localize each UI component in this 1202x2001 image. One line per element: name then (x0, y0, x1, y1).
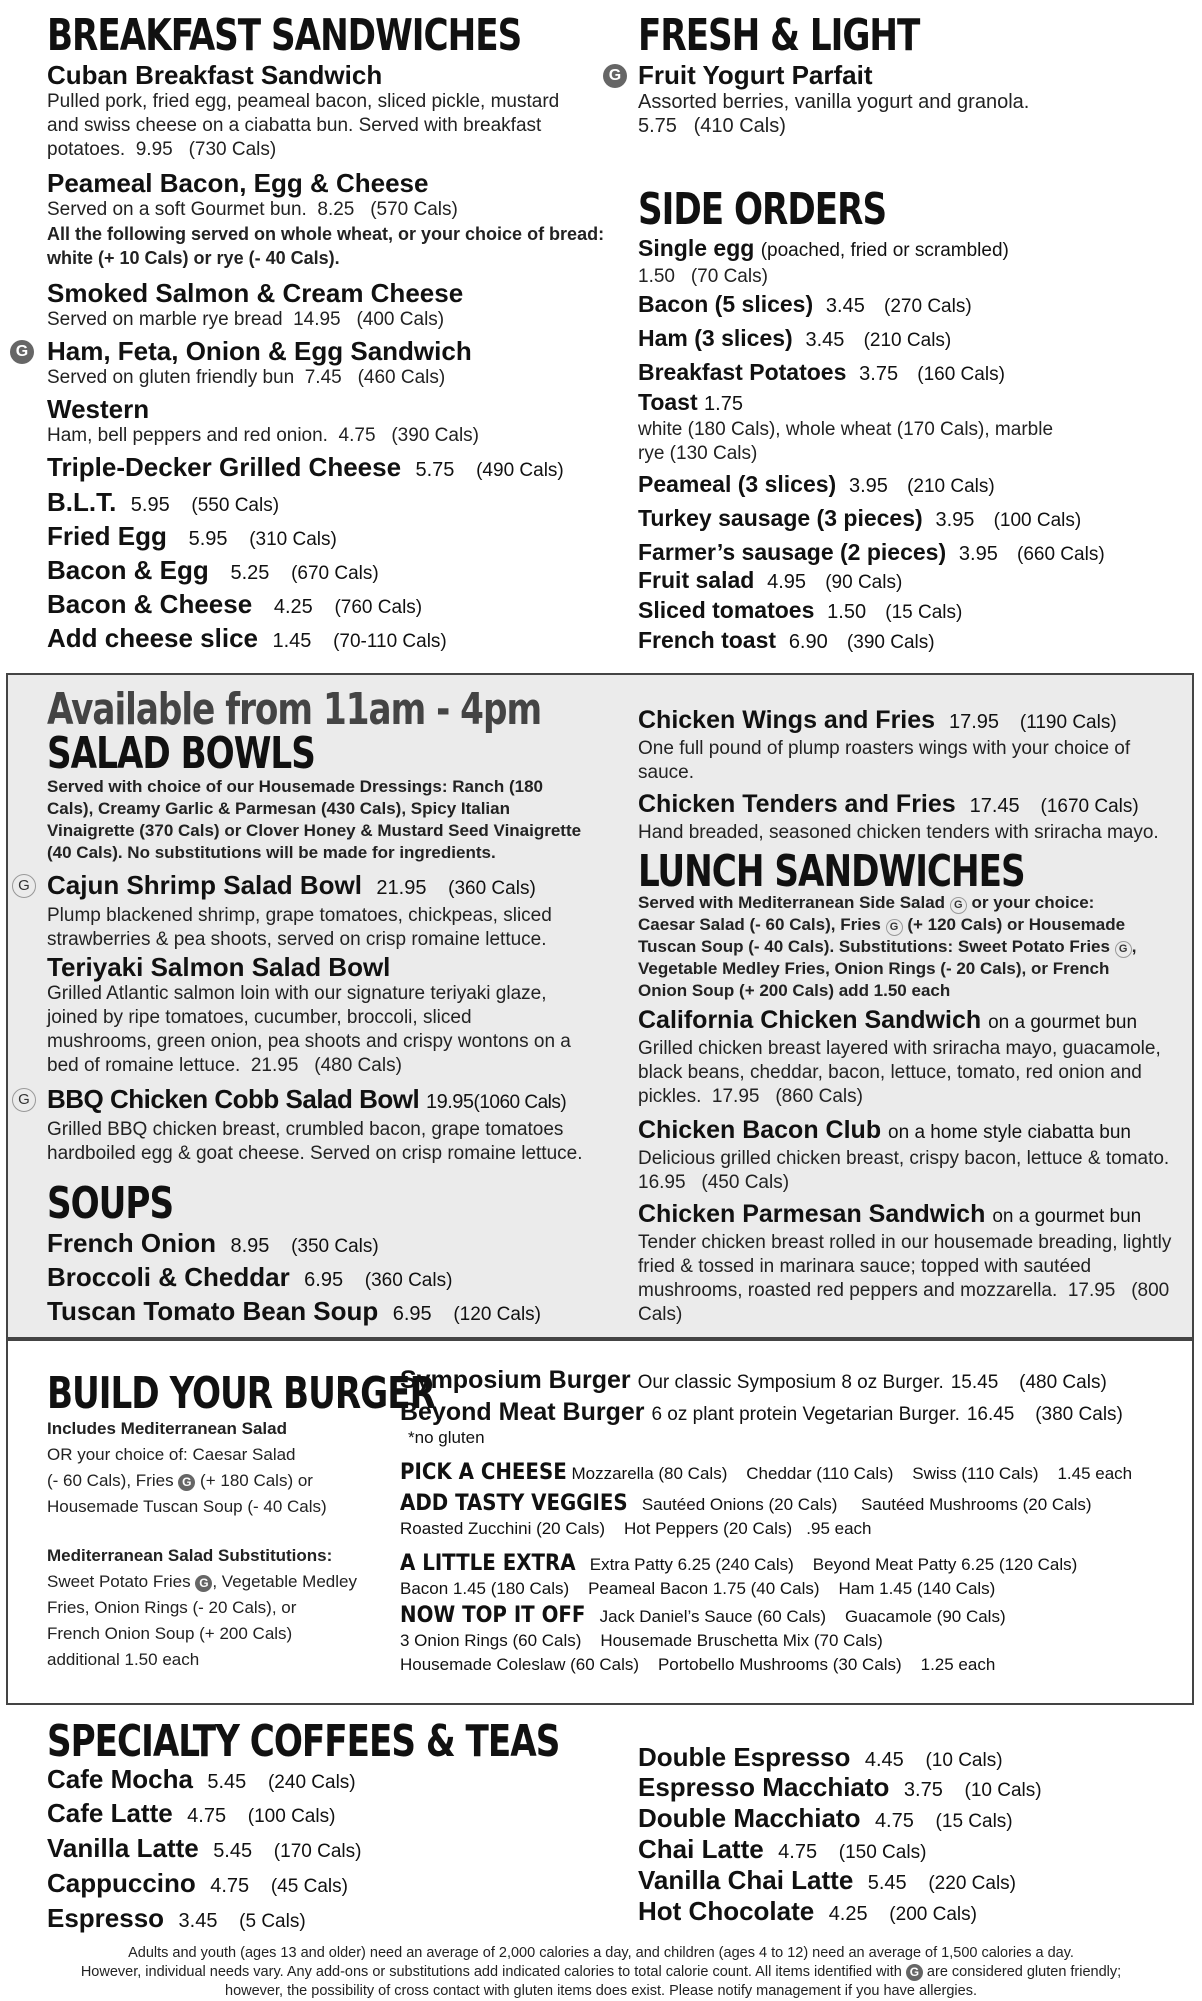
item-name: Fruit Yogurt Parfait (638, 60, 873, 90)
gluten-friendly-icon: G (1115, 941, 1132, 958)
item-price: 5.75 (638, 115, 677, 137)
breakfast-item (47, 452, 564, 486)
item-cals: (310 Cals) (249, 529, 337, 550)
breakfast-item (47, 555, 379, 589)
choice-text: Housemade Tuscan Soup (- 40 Cals) (47, 1497, 327, 1516)
item-desc: Grilled chicken breast layered with sriracha mayo, guacamole, black beans, cheddar, bacon, lettuce, tomato, red onion and pickles. (638, 1038, 1161, 1107)
choice-text: (- 60 Cals), Fries (47, 1471, 174, 1490)
item-cals: (100 Cals) (247, 1806, 336, 1827)
item-cals: (360 Cals) (448, 878, 536, 899)
note-text: Tuscan Soup (- 40 Cals). Substitutions: Sweet Potato Fries (638, 937, 1110, 956)
item-cals: (15 Cals) (885, 602, 963, 623)
coffee-item (638, 1865, 1016, 1899)
subs-text: additional 1.50 each (47, 1650, 200, 1669)
item-price: 4.75 (187, 1805, 227, 1827)
item-cals: (660 Cals) (1017, 544, 1105, 565)
item-cals: (160 Cals) (917, 364, 1005, 385)
breakfast-item (47, 521, 337, 555)
item-name: Cappuccino (47, 1868, 196, 1898)
mod-text: Sautéed Mushrooms (20 Cals) (861, 1495, 1092, 1514)
item-desc: One full pound of plump roasters wings with your choice of sauce. (638, 738, 1131, 783)
soup-item (47, 1296, 541, 1330)
item-cals: (400 Cals) (356, 309, 445, 330)
item-price: 5.75 (415, 459, 455, 481)
note-text: (+ 120 Cals) or Housemade (907, 915, 1126, 934)
burger-item (400, 1398, 1123, 1429)
item-cals: (200 Cals) (889, 1904, 977, 1925)
availability-title: Available from 11am - 4pm (47, 683, 542, 735)
item-name: Hot Chocolate (638, 1896, 815, 1926)
extra-row (400, 1552, 1077, 1601)
footer-line: Adults and youth (ages 13 and older) need an average of 2,000 calories a day, and children (ages 4 to 12) need an average of 1,500 calories a day. (128, 1945, 1074, 1961)
coffee-item (47, 1764, 356, 1798)
item-cals: (860 Cals) (775, 1086, 863, 1107)
item-price: 19.95 (425, 1091, 474, 1113)
item-desc: Served on marble rye bread (47, 309, 283, 330)
item-price: 9.95 (135, 139, 173, 160)
footer-disclaimer (0, 1944, 1202, 2001)
cheese-row (400, 1462, 1132, 1484)
item-cals: (450 Cals) (701, 1172, 790, 1193)
side-item (638, 626, 935, 657)
breakfast-title: BREAKFAST SANDWICHES (47, 9, 522, 61)
topping-row (400, 1604, 1006, 1677)
item-cals: (480 Cals) (1019, 1372, 1107, 1393)
item-cals: (490 Cals) (476, 460, 564, 481)
item-price: 21.95 (250, 1055, 299, 1076)
subs-text: French Onion Soup (+ 200 Cals) (47, 1624, 293, 1643)
item-suffix: on a gourmet bun (992, 1206, 1142, 1227)
note-text: or your choice: (971, 893, 1095, 912)
lunch-sandwich (638, 1116, 1188, 1195)
item-price: 3.75 (903, 1779, 943, 1801)
item-price: 17.95 (948, 711, 1000, 733)
no-gluten-note: *no gluten (408, 1428, 485, 1447)
item-cals: (1190 Cals) (1019, 712, 1117, 733)
note-text: Served with Mediterranean Side Salad (638, 893, 946, 912)
item-name: Beyond Meat Burger (400, 1398, 645, 1426)
veggies-row (400, 1492, 1092, 1541)
item-desc: Served on a soft Gourmet bun. (47, 199, 307, 220)
side-item (638, 324, 951, 355)
item-name: French toast (638, 627, 777, 653)
item-price: 3.45 (805, 329, 845, 351)
lunch-sandwich (638, 1200, 1188, 1327)
breakfast-item (47, 394, 607, 448)
burger-title: BUILD YOUR BURGER (47, 1367, 435, 1419)
side-item (638, 358, 1005, 389)
item-cals: (350 Cals) (291, 1236, 379, 1257)
sides-title: SIDE ORDERS (638, 183, 887, 235)
item-name: Add cheese slice (47, 623, 258, 653)
subs-text: Sweet Potato Fries (47, 1572, 191, 1591)
item-name: BBQ Chicken Cobb Salad Bowl (47, 1084, 420, 1114)
item-extra: (poached, fried or scrambled) (760, 240, 1009, 261)
salad-item (47, 1084, 587, 1166)
item-cals: (390 Cals) (391, 425, 480, 446)
item-cals: (70-110 Cals) (333, 631, 447, 652)
item-name: Breakfast Potatoes (638, 359, 847, 385)
lunch-sandwich (638, 1006, 1188, 1109)
item-name: Bacon (5 slices) (638, 291, 814, 317)
item-desc: Ham, bell peppers and red onion. (47, 425, 328, 446)
item-desc: 6 oz plant protein Vegetarian Burger. (651, 1404, 960, 1425)
item-desc: white (180 Cals), whole wheat (170 Cals), marble rye (130 Cals) (638, 419, 1054, 464)
item-desc: Plump blackened shrimp, grape tomatoes, chickpeas, sliced strawberries & pea shoots, served on crisp romaine lettuce. (47, 905, 552, 950)
item-name: Bacon & Cheese (47, 589, 253, 619)
item-desc: Pulled pork, fried egg, peameal bacon, sliced pickle, mustard and swiss cheese on a ciabatta bun. Served with breakfast potatoes. (47, 91, 560, 160)
salad-note: Served with choice of our Housemade Dressings: Ranch (180 Cals), Creamy Garlic & Parmesan (430 Cals), Spicy Italian Vinaigrette (370 Cals) or Clover Honey & Mustard Seed Vinaigrette (40 Cals). No substitutions will be made for ingredients. (47, 777, 582, 862)
mod-text: Swiss (110 Cals) (912, 1464, 1039, 1483)
item-price: 21.95 (376, 877, 427, 899)
item-cals: (10 Cals) (925, 1750, 1003, 1771)
note-text: Caesar Salad (- 60 Cals), Fries (638, 915, 881, 934)
item-name: Cafe Mocha (47, 1764, 193, 1794)
choice-text: OR your choice of: Caesar Salad (47, 1445, 296, 1464)
mod-text: Bacon 1.45 (180 Cals) (400, 1579, 570, 1598)
item-name: Chicken Bacon Club (638, 1116, 882, 1144)
salad-item (47, 870, 587, 952)
breakfast-item (47, 487, 279, 521)
item-cals: (270 Cals) (884, 296, 972, 317)
item-name: Smoked Salmon & Cream Cheese (47, 278, 464, 308)
item-name: Chicken Wings and Fries (638, 706, 936, 734)
mod-text: Portobello Mushrooms (30 Cals) (657, 1655, 902, 1674)
item-cals: (360 Cals) (364, 1270, 453, 1291)
side-item (638, 566, 902, 597)
subs-title: Mediterranean Salad Substitutions: (47, 1546, 333, 1565)
breakfast-item (47, 278, 607, 332)
fresh-title: FRESH & LIGHT (638, 9, 920, 61)
mod-text: Mozzarella (80 Cals) (571, 1464, 728, 1483)
item-price: 4.75 (210, 1875, 250, 1897)
item-price: 5.95 (130, 494, 170, 516)
mod-text: Beyond Meat Patty 6.25 (120 Cals) (812, 1555, 1078, 1574)
subs-text: Fries, Onion Rings (- 20 Cals), or (47, 1598, 297, 1617)
item-price: 16.95 (638, 1172, 686, 1193)
item-suffix: on a gourmet bun (988, 1012, 1138, 1033)
item-price: 3.95 (958, 543, 998, 565)
item-cals: (1670 Cals) (1040, 796, 1139, 817)
item-name: Cuban Breakfast Sandwich (47, 60, 383, 90)
item-name: Toast (638, 389, 698, 415)
item-price: 4.75 (874, 1810, 914, 1832)
item-name: Single egg (638, 235, 755, 261)
note-text: Onion Soup (+ 200 Cals) add 1.50 each (638, 981, 951, 1000)
item-price: 6.95 (392, 1303, 432, 1325)
item-price: 5.45 (207, 1771, 247, 1793)
item-cals: (45 Cals) (270, 1876, 348, 1897)
mod-title: NOW TOP IT OFF (400, 1603, 586, 1628)
item-name: Farmer’s sausage (2 pieces) (638, 539, 947, 565)
item-desc: Served on gluten friendly bun (47, 367, 295, 388)
item-price: 5.45 (867, 1872, 907, 1894)
mod-title: ADD TASTY VEGGIES (400, 1491, 628, 1516)
item-price: 7.45 (304, 367, 342, 388)
item-cals: (220 Cals) (928, 1873, 1017, 1894)
item-cals: (550 Cals) (191, 495, 280, 516)
gluten-friendly-icon: G (950, 897, 967, 914)
item-price: 15.45 (950, 1372, 999, 1393)
item-cals: (120 Cals) (453, 1304, 542, 1325)
item-price: 17.95 (1067, 1280, 1116, 1301)
item-name: Vanilla Chai Latte (638, 1865, 854, 1895)
item-price: 5.25 (230, 562, 270, 584)
breakfast-item (47, 168, 607, 270)
item-cals: (5 Cals) (239, 1911, 306, 1932)
side-item (638, 538, 1105, 569)
item-name: Ham (3 slices) (638, 325, 793, 351)
item-price: 1.75 (704, 393, 743, 415)
burger-includes (47, 1418, 387, 1670)
gluten-friendly-icon: G (906, 1964, 923, 1981)
item-name: Symposium Burger (400, 1366, 631, 1394)
side-item (638, 504, 1081, 535)
gluten-friendly-icon: G (886, 919, 903, 936)
breakfast-item (47, 336, 607, 390)
item-cals: (380 Cals) (1035, 1404, 1123, 1425)
mod-text: Jack Daniel’s Sauce (60 Cals) (599, 1607, 827, 1626)
mod-text: Ham 1.45 (140 Cals) (838, 1579, 996, 1598)
item-name: Teriyaki Salmon Salad Bowl (47, 952, 391, 982)
item-price: 8.25 (317, 199, 355, 220)
mod-text: Roasted Zucchini (20 Cals) (400, 1519, 606, 1538)
gluten-friendly-icon: G (12, 874, 36, 898)
side-item (638, 596, 962, 627)
item-price: 17.95 (711, 1086, 760, 1107)
item-cals: (70 Cals) (690, 266, 768, 287)
mod-title: PICK A CHEESE (400, 1460, 567, 1485)
footer-line: However, individual needs vary. Any add-ons or substitutions add indicated calories to total calorie count. All items identified with (80, 1964, 902, 1980)
fresh-item (638, 60, 1178, 138)
item-desc: Our classic Symposium 8 oz Burger. (637, 1372, 944, 1393)
gluten-friendly-icon: G (178, 1474, 195, 1491)
coffee-item (47, 1833, 361, 1867)
item-name: Western (47, 394, 150, 424)
item-name: Cajun Shrimp Salad Bowl (47, 870, 362, 900)
item-cals: (480 Cals) (314, 1055, 402, 1076)
burger-item (400, 1366, 1107, 1397)
item-name: Sliced tomatoes (638, 597, 815, 623)
item-name: Chicken Tenders and Fries (638, 790, 956, 818)
item-price: 3.95 (848, 475, 888, 497)
item-desc: Tender chicken breast rolled in our housemade breading, lightly fried & tossed in marinara sauce; topped with sautéed mushrooms, roasted red peppers and mozzarella. (638, 1232, 1172, 1301)
breakfast-item (47, 623, 447, 657)
footer-line: are considered gluten friendly; (926, 1964, 1122, 1980)
mod-price: 1.25 each (920, 1655, 996, 1674)
item-name: Chai Latte (638, 1834, 764, 1864)
soup-item (47, 1262, 452, 1296)
subs-text: , Vegetable Medley (212, 1572, 357, 1591)
item-price: 3.45 (825, 295, 865, 317)
soups-title: SOUPS (47, 1177, 174, 1229)
item-cals: (800 Cals) (638, 1280, 1170, 1325)
side-item (638, 388, 1178, 466)
mod-text: Peameal Bacon 1.75 (40 Cals) (588, 1579, 820, 1598)
item-cals: (210 Cals) (907, 476, 995, 497)
gluten-friendly-icon: G (195, 1575, 212, 1592)
item-price: 3.95 (935, 509, 975, 531)
item-cals: (1060 Cals) (473, 1092, 567, 1113)
gluten-friendly-icon: G (10, 340, 34, 364)
item-suffix: on a home style ciabatta bun (888, 1122, 1131, 1143)
item-price: 1.50 (638, 266, 675, 287)
mod-text: Sautéed Onions (20 Cals) (641, 1495, 838, 1514)
bread-note: All the following served on whole wheat, or your choice of bread: white (+ 10 Cals) or rye (- 40 Cals). (47, 224, 605, 268)
lunch-note (638, 892, 1188, 1002)
side-item (638, 290, 972, 321)
item-name: Cafe Latte (47, 1798, 173, 1828)
item-cals: (100 Cals) (993, 510, 1082, 531)
mod-text: Housemade Coleslaw (60 Cals) (400, 1655, 640, 1674)
item-name: Peameal Bacon, Egg & Cheese (47, 168, 429, 198)
item-name: Espresso Macchiato (638, 1772, 890, 1802)
item-price: 6.90 (788, 631, 828, 653)
coffee-title: SPECIALTY COFFEES & TEAS (47, 1715, 560, 1767)
item-desc: Delicious grilled chicken breast, crispy bacon, lettuce & tomato. (638, 1148, 1170, 1169)
item-cals: (10 Cals) (964, 1780, 1042, 1801)
item-cals: (760 Cals) (334, 597, 423, 618)
coffee-item (638, 1834, 926, 1868)
item-price: 16.45 (966, 1404, 1015, 1425)
salad-title: SALAD BOWLS (47, 727, 315, 779)
coffee-item (47, 1798, 335, 1832)
includes-text: Includes Mediterranean Salad (47, 1419, 287, 1438)
item-cals: (570 Cals) (370, 199, 458, 220)
tenders-item (638, 790, 1183, 845)
mod-text: Guacamole (90 Cals) (845, 1607, 1006, 1626)
item-price: 4.75 (778, 1841, 818, 1863)
item-price: 1.50 (827, 601, 867, 623)
item-name: Triple-Decker Grilled Cheese (47, 452, 402, 482)
mod-title: A LITTLE EXTRA (400, 1551, 576, 1576)
coffee-item (47, 1868, 348, 1902)
breakfast-item (47, 60, 587, 162)
item-cals: (410 Cals) (693, 115, 786, 137)
item-price: 4.75 (338, 425, 376, 446)
item-name: Turkey sausage (3 pieces) (638, 505, 923, 531)
item-desc: Grilled Atlantic salmon loin with our signature teriyaki glaze, joined by ripe tomatoes, cucumber, broccoli, sliced mushrooms, green onion, pea shoots and crispy wontons on a bed of romaine lettuce. (47, 983, 571, 1076)
item-cals: (15 Cals) (935, 1811, 1013, 1832)
coffee-item (638, 1803, 1013, 1837)
item-cals: (670 Cals) (291, 563, 379, 584)
item-price: 4.25 (273, 596, 313, 618)
coffee-item (638, 1896, 977, 1930)
item-cals: (390 Cals) (846, 632, 935, 653)
note-text: , (1131, 937, 1137, 956)
item-name: Double Espresso (638, 1742, 851, 1772)
mod-price: .95 each (806, 1519, 872, 1538)
note-text: Vegetable Medley Fries, Onion Rings (- 20 Cals), or French (638, 959, 1110, 978)
item-name: Tuscan Tomato Bean Soup (47, 1296, 379, 1326)
item-name: Chicken Parmesan Sandwich (638, 1200, 986, 1228)
item-price: 4.45 (864, 1749, 904, 1771)
item-price: 3.45 (178, 1910, 218, 1932)
item-cals: (730 Cals) (188, 139, 277, 160)
item-price: 17.45 (969, 795, 1020, 817)
coffee-item (638, 1742, 1003, 1776)
mod-text: Extra Patty 6.25 (240 Cals) (589, 1555, 794, 1574)
mod-text: 3 Onion Rings (60 Cals) (400, 1631, 582, 1650)
side-item (638, 234, 1178, 289)
item-name: Espresso (47, 1903, 165, 1933)
item-name: B.L.T. (47, 487, 117, 517)
item-price: 1.45 (272, 630, 312, 652)
gluten-friendly-icon: G (603, 64, 627, 88)
item-desc: Grilled BBQ chicken breast, crumbled bacon, grape tomatoes hardboiled egg & goat cheese. Served on crisp romaine lettuce. (47, 1119, 583, 1164)
item-name: Fried Egg (47, 521, 167, 551)
item-name: Ham, Feta, Onion & Egg Sandwich (47, 336, 472, 366)
item-name: Double Macchiato (638, 1803, 861, 1833)
item-cals: (90 Cals) (825, 572, 903, 593)
item-cals: (240 Cals) (267, 1772, 356, 1793)
item-price: 8.95 (230, 1235, 270, 1257)
coffee-item (47, 1903, 306, 1937)
breakfast-item (47, 589, 422, 623)
footer-line: however, the possibility of cross contact with gluten items does exist. Please notify management if you have allergies. (225, 1983, 977, 1999)
item-name: Bacon & Egg (47, 555, 209, 585)
item-desc: Hand breaded, seasoned chicken tenders with sriracha mayo. (638, 822, 1159, 843)
salad-item (47, 952, 572, 1078)
item-price: 4.95 (767, 571, 807, 593)
choice-text: (+ 180 Cals) or (200, 1471, 313, 1490)
item-name: Peameal (3 slices) (638, 471, 837, 497)
item-cals: (170 Cals) (273, 1841, 362, 1862)
mod-text: Hot Peppers (20 Cals) (623, 1519, 793, 1538)
item-price: 6.95 (304, 1269, 344, 1291)
item-price: 5.45 (213, 1840, 253, 1862)
coffee-item (638, 1772, 1042, 1806)
item-name: California Chicken Sandwich (638, 1006, 982, 1034)
mod-text: Housemade Bruschetta Mix (70 Cals) (600, 1631, 883, 1650)
item-name: Broccoli & Cheddar (47, 1262, 290, 1292)
item-cals: (460 Cals) (357, 367, 446, 388)
item-cals: (210 Cals) (863, 330, 952, 351)
gluten-friendly-icon: G (12, 1088, 36, 1112)
soup-item (47, 1228, 379, 1262)
lunch-title: LUNCH SANDWICHES (638, 845, 1025, 897)
item-desc: Assorted berries, vanilla yogurt and granola. (638, 91, 1030, 113)
item-price: 5.95 (188, 528, 228, 550)
item-name: Vanilla Latte (47, 1833, 199, 1863)
side-item (638, 470, 995, 501)
wings-item (638, 706, 1183, 785)
item-name: Fruit salad (638, 567, 755, 593)
item-price: 4.25 (828, 1903, 868, 1925)
mod-text: Cheddar (110 Cals) (746, 1464, 894, 1483)
item-cals: (150 Cals) (838, 1842, 927, 1863)
item-price: 3.75 (859, 363, 899, 385)
mod-price: 1.45 each (1057, 1464, 1133, 1483)
item-price: 14.95 (293, 309, 341, 330)
item-name: French Onion (47, 1228, 216, 1258)
